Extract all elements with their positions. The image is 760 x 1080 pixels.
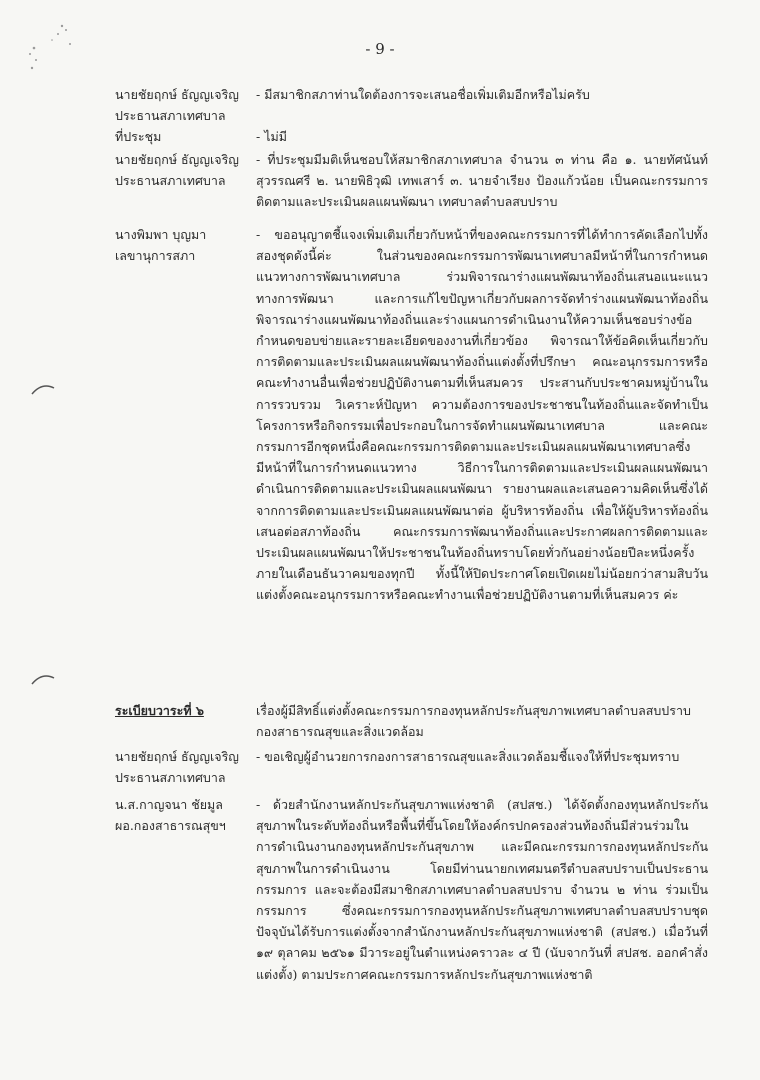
speech-text: - ขออนุญาตชี้แจงเพิ่มเติมเกี่ยวกับหน้าที่ของคณะกรรมการที่ได้ทำการคัดเลือกไปทั้งสองชุดดังนี้ค่ะ ในส่วนของคณะกรรมการพัฒนาเทศบาลมีหน้าที่ในการกำหนดแนวทางการพัฒนาเทศบาล ร่วมพิจารณาร่างแผนพัฒนาท้องถิ่นเสนอแนะแนวทางการพัฒนา และการแก้ไขปัญหาเกี่ยวกับผลการจัดทำร่างแผนพัฒนาท้องถิ่น พิจารณาร่างแผนพัฒนาท้องถิ่นและร่างแผนการดำเนินงานให้ความเห็นชอบร่างข้อกำหนดขอบข่ายและรายละเอียดของงานที่เกี่ยวข้อง พิจารณาให้ข้อคิดเห็นเกี่ยวกับการติดตามและประเมินผลแผนพัฒนาท้องถิ่นแต่งตั้งที่ปรึกษา คณะอนุกรรมการหรือคณะทำงานอื่นเพื่อช่วยปฏิบัติงานตามที่เห็นสมควร ประสานกับประชาคมหมู่บ้านในการรวบรวม วิเคราะห์ปัญหา ความต้องการของประชาชนในท้องถิ่นและจัดทำเป็นโครงการหรือกิจกรรมเพื่อประกอบในการจัดทำแผนพัฒนาเทศบาล และคณะกรรมการอีกชุดหนึ่งคือคณะกรรมการติดตามและประเมินผลแผนพัฒนาเทศบาลซึ่งมีหน้าที่ในการกำหนดแนวทาง วิธีการในการติดตามและประเมินผลแผนพัฒนา ดำเนินการติดตามและประเมินผลแผนพัฒนา รายงานผลและเสนอความคิดเห็นซึ่งได้จากการติดตามและประเมินผลแผนพัฒนาต่อ ผู้บริหารท้องถิ่น เพื่อให้ผู้บริหารท้องถิ่นเสนอต่อสภาท้องถิ่น คณะกรรมการพัฒนาท้องถิ่นและประกาศผลการติดตามและประเมินผลแผนพัฒนาให้ประชาชนในท้องถิ่นทราบโดยทั่วกันอย่างน้อยปีละหนึ่งครั้ง ภายในเดือนธันวาคมของทุกปี ทั้งนี้ให้ปิดประกาศโดยเปิดเผยไม่น้อยกว่าสามสิบวัน แต่งตั้งคณะอนุกรรมการหรือคณะทำงานเพื่อช่วยปฏิบัติงานตามที่เห็นสมควร ค่ะ [256,227,708,603]
punch-hole-mark-lower [30,672,56,686]
speaker-name: นายชัยฤกษ์ ธัญญเจริญ ประธานสภาเทศบาล [115,87,239,123]
speech-text: - ขอเชิญผู้อำนวยการกองการสาธารณสุขและสิ่งแวดล้อมชี้แจงให้ที่ประชุมทราบ [256,749,680,764]
speaker-name: ที่ประชุม [115,129,162,144]
speaker-name: น.ส.กาญจนา ชัยมูล ผอ.กองสาธารณสุขฯ [115,797,226,833]
page-number: - 9 - [365,40,395,58]
speech-text: - ไม่มี [256,129,287,144]
speaker-name: นางพิมพา บุญมา เลขานุการสภา [115,227,207,263]
speaker-name: นายชัยฤกษ์ ธัญญเจริญ ประธานสภาเทศบาล [115,749,239,785]
speech-text: - มีสมาชิกสภาท่านใดต้องการจะเสนอชื่อเพิ่มเติมอีกหรือไม่ครับ [256,87,590,102]
agenda-heading: ระเบียบวาระที่ ๖ [115,703,204,718]
speech-text: - ที่ประชุมมีมติเห็นชอบให้สมาชิกสภาเทศบาล จำนวน ๓ ท่าน คือ ๑. นายทัศนันท์ สุวรรณศรี ๒. นายพิธิวุฒิ เทพเสาร์ ๓. นายจำเรียง ป้องแก้วน้อย เป็นคณะกรรมการติดตามและประเมินผลแผนพัฒนา เทศบาลตำบลสบปราบ [256,152,708,210]
speech-text: - ด้วยสำนักงานหลักประกันสุขภาพแห่งชาติ (สปสช.) ได้จัดตั้งกองทุนหลักประกันสุขภาพในระดับท้องถิ่นหรือพื้นที่ขึ้นโดยให้องค์กรปกครองส่วนท้องถิ่นมีส่วนร่วมในการดำเนินงานกองทุนหลักประกันสุขภาพ และมีคณะกรรมการกองทุนหลักประกันสุขภาพในการดำเนินงาน โดยมีท่านนายกเทศมนตรีตำบลสบปราบเป็นประธานกรรมการ และจะต้องมีสมาชิกสภาเทศบาลตำบลสบปราบ จำนวน ๒ ท่าน ร่วมเป็นกรรมการ ซึ่งคณะกรรมการกองทุนหลักประกันสุขภาพเทศบาลตำบลสบปราบชุดปัจจุบันได้รับการแต่งตั้งจากสำนักงานหลักประกันสุขภาพแห่งชาติ (สปสช.) เมื่อวันที่ ๑๙ ตุลาคม ๒๕๖๑ มีวาระอยู่ในตำแหน่งคราวละ ๔ ปี (นับจากวันที่ สปสช. ออกคำสั่งแต่งตั้ง) ตามประกาศคณะกรรมการหลักประกันสุขภาพแห่งชาติ [256,797,708,982]
agenda-title: เรื่องผู้มีสิทธิ์แต่งตั้งคณะกรรมการกองทุนหลักประกันสุขภาพเทศบาลตำบลสบปราบกองสาธารณสุขและสิ่งแวดล้อม [256,703,691,740]
speaker-name: นายชัยฤกษ์ ธัญญเจริญ ประธานสภาเทศบาล [115,152,239,188]
punch-hole-mark-upper [30,382,56,396]
